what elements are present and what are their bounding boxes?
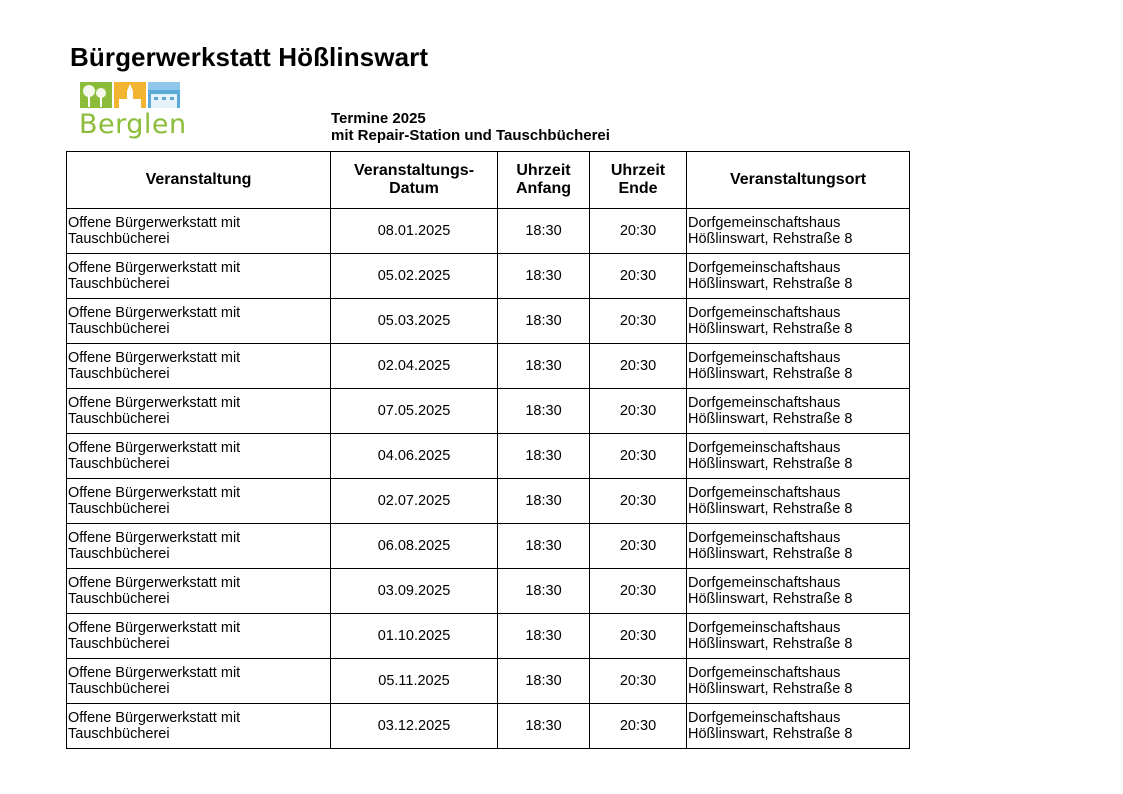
event-cell: Offene Bürgerwerkstatt mit Tauschbücherei	[67, 254, 331, 299]
event-cell: Offene Bürgerwerkstatt mit Tauschbücherei	[67, 209, 331, 254]
location-cell: Dorfgemeinschaftshaus Hößlinswart, Rehstraße 8	[687, 659, 910, 704]
subtitle-line: Termine 2025	[331, 110, 426, 127]
location-cell: Dorfgemeinschaftshaus Hößlinswart, Rehstraße 8	[687, 254, 910, 299]
date-cell: 05.11.2025	[331, 659, 498, 704]
start-cell: 18:30	[498, 479, 590, 524]
event-cell: Offene Bürgerwerkstatt mit Tauschbücherei	[67, 344, 331, 389]
table-row	[67, 254, 910, 299]
date-cell: 05.03.2025	[331, 299, 498, 344]
event-cell: Offene Bürgerwerkstatt mit Tauschbücherei	[67, 659, 331, 704]
date-cell: 03.12.2025	[331, 704, 498, 749]
table-row	[67, 569, 910, 614]
start-cell: 18:30	[498, 704, 590, 749]
location-cell: Dorfgemeinschaftshaus Hößlinswart, Rehstraße 8	[687, 569, 910, 614]
event-cell: Offene Bürgerwerkstatt mit Tauschbücherei	[67, 389, 331, 434]
start-cell: 18:30	[498, 389, 590, 434]
end-cell: 20:30	[590, 704, 687, 749]
date-cell: 02.04.2025	[331, 344, 498, 389]
table-row	[67, 479, 910, 524]
table-row	[67, 704, 910, 749]
date-cell: 03.09.2025	[331, 569, 498, 614]
subtitle	[331, 110, 610, 144]
event-cell: Offene Bürgerwerkstatt mit Tauschbücherei	[67, 524, 331, 569]
location-cell: Dorfgemeinschaftshaus Hößlinswart, Rehstraße 8	[687, 344, 910, 389]
logo-text: Berglen	[79, 109, 187, 140]
date-cell: 07.05.2025	[331, 389, 498, 434]
end-cell: 20:30	[590, 299, 687, 344]
table-row	[67, 209, 910, 254]
event-cell: Offene Bürgerwerkstatt mit Tauschbücherei	[67, 569, 331, 614]
table-row	[67, 344, 910, 389]
start-cell: 18:30	[498, 344, 590, 389]
logo-graphic	[80, 82, 186, 110]
table-row	[67, 524, 910, 569]
table-row	[67, 659, 910, 704]
start-cell: 18:30	[498, 659, 590, 704]
end-cell: 20:30	[590, 569, 687, 614]
end-cell: 20:30	[590, 344, 687, 389]
end-cell: 20:30	[590, 524, 687, 569]
location-cell: Dorfgemeinschaftshaus Hößlinswart, Rehstraße 8	[687, 704, 910, 749]
header-start-time: Uhrzeit Anfang	[498, 152, 590, 209]
event-cell: Offene Bürgerwerkstatt mit Tauschbücherei	[67, 299, 331, 344]
start-cell: 18:30	[498, 569, 590, 614]
date-cell: 01.10.2025	[331, 614, 498, 659]
header-date: Veranstaltungs- Datum	[331, 152, 498, 209]
location-cell: Dorfgemeinschaftshaus Hößlinswart, Rehstraße 8	[687, 524, 910, 569]
table-header-row	[67, 152, 910, 209]
end-cell: 20:30	[590, 614, 687, 659]
start-cell: 18:30	[498, 299, 590, 344]
date-cell: 08.01.2025	[331, 209, 498, 254]
date-cell: 02.07.2025	[331, 479, 498, 524]
start-cell: 18:30	[498, 434, 590, 479]
header-event: Veranstaltung	[67, 152, 331, 209]
subtitle-line: mit Repair-Station und Tauschbücherei	[331, 127, 610, 144]
start-cell: 18:30	[498, 254, 590, 299]
event-cell: Offene Bürgerwerkstatt mit Tauschbücherei	[67, 434, 331, 479]
page-title: Bürgerwerkstatt Hößlinswart	[70, 42, 429, 72]
table-row	[67, 299, 910, 344]
table-row	[67, 389, 910, 434]
start-cell: 18:30	[498, 614, 590, 659]
location-cell: Dorfgemeinschaftshaus Hößlinswart, Rehstraße 8	[687, 434, 910, 479]
date-cell: 05.02.2025	[331, 254, 498, 299]
header-location: Veranstaltungsort	[687, 152, 910, 209]
location-cell: Dorfgemeinschaftshaus Hößlinswart, Rehstraße 8	[687, 479, 910, 524]
date-cell: 04.06.2025	[331, 434, 498, 479]
end-cell: 20:30	[590, 209, 687, 254]
event-cell: Offene Bürgerwerkstatt mit Tauschbücherei	[67, 614, 331, 659]
end-cell: 20:30	[590, 389, 687, 434]
table-row	[67, 614, 910, 659]
event-cell: Offene Bürgerwerkstatt mit Tauschbücherei	[67, 704, 331, 749]
location-cell: Dorfgemeinschaftshaus Hößlinswart, Rehstraße 8	[687, 209, 910, 254]
end-cell: 20:30	[590, 254, 687, 299]
end-cell: 20:30	[590, 434, 687, 479]
location-cell: Dorfgemeinschaftshaus Hößlinswart, Rehstraße 8	[687, 614, 910, 659]
header-end-time: Uhrzeit Ende	[590, 152, 687, 209]
start-cell: 18:30	[498, 209, 590, 254]
end-cell: 20:30	[590, 479, 687, 524]
schedule-table	[66, 151, 910, 749]
location-cell: Dorfgemeinschaftshaus Hößlinswart, Rehstraße 8	[687, 389, 910, 434]
event-cell: Offene Bürgerwerkstatt mit Tauschbücherei	[67, 479, 331, 524]
berglen-logo	[80, 82, 200, 148]
end-cell: 20:30	[590, 659, 687, 704]
table-row	[67, 434, 910, 479]
start-cell: 18:30	[498, 524, 590, 569]
date-cell: 06.08.2025	[331, 524, 498, 569]
location-cell: Dorfgemeinschaftshaus Hößlinswart, Rehstraße 8	[687, 299, 910, 344]
